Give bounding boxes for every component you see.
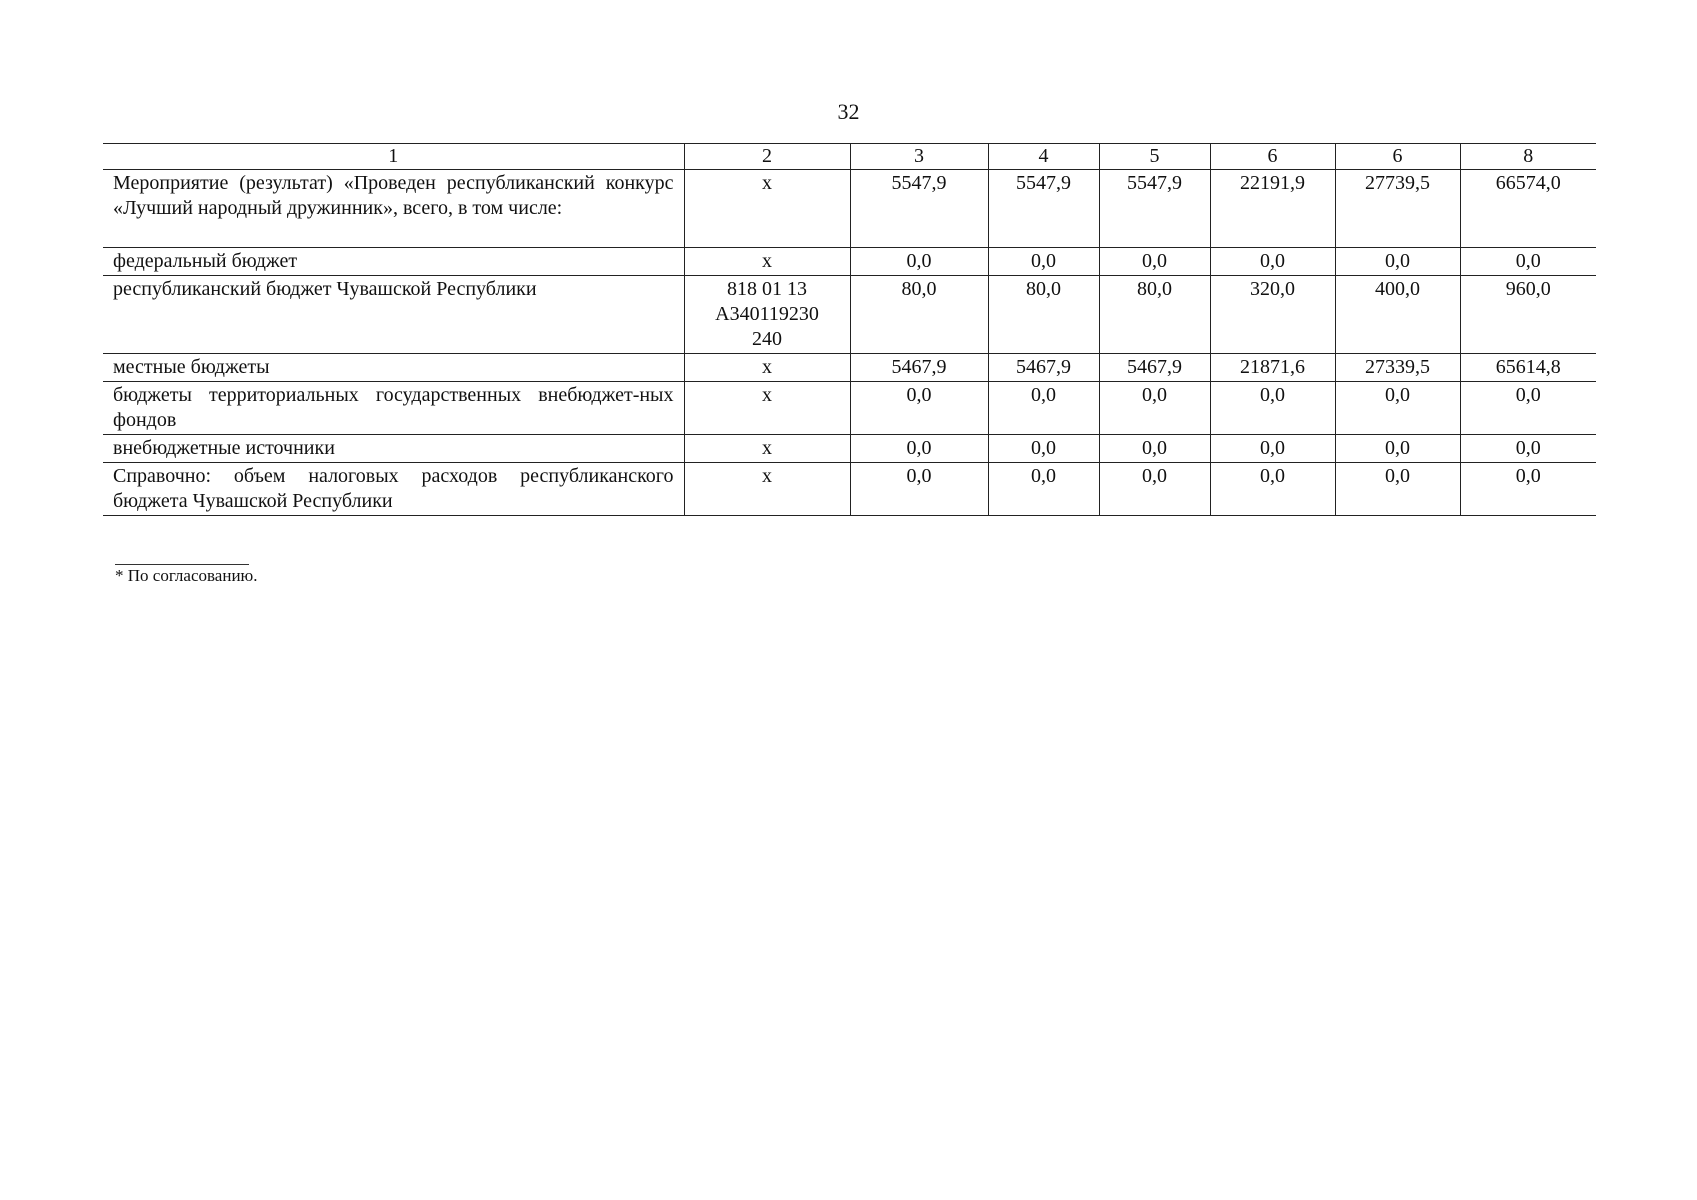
value-cell: 320,0 <box>1210 276 1335 354</box>
value-cell: 960,0 <box>1460 276 1596 354</box>
value-cell: 0,0 <box>1335 248 1460 276</box>
row-name-cell: бюджеты территориальных государственных внебюджет-ных фондов <box>103 382 684 435</box>
value-cell: 0,0 <box>1460 248 1596 276</box>
value-cell: 0,0 <box>1210 248 1335 276</box>
value-cell: 0,0 <box>988 382 1099 435</box>
row-code-cell: x <box>684 382 850 435</box>
footnote: * По согласованию. <box>115 566 258 585</box>
value-cell: 0,0 <box>1335 382 1460 435</box>
value-cell: 0,0 <box>1099 248 1210 276</box>
value-cell: 0,0 <box>1099 382 1210 435</box>
value-cell: 66574,0 <box>1460 170 1596 248</box>
budget-code-line: 818 01 13 <box>727 278 807 300</box>
value-cell: 0,0 <box>850 435 988 463</box>
row-name-cell: внебюджетные источники <box>103 435 684 463</box>
value-cell: 400,0 <box>1335 276 1460 354</box>
row-code-cell: x <box>684 170 850 248</box>
table-row <box>103 170 1596 248</box>
value-cell: 0,0 <box>1210 463 1335 516</box>
value-cell: 0,0 <box>1460 382 1596 435</box>
value-cell: 5547,9 <box>850 170 988 248</box>
column-header: 2 <box>684 144 850 170</box>
value-cell: 5547,9 <box>1099 170 1210 248</box>
value-cell: 0,0 <box>1099 463 1210 516</box>
value-cell: 0,0 <box>988 463 1099 516</box>
footnote-divider <box>115 564 249 565</box>
column-header: 8 <box>1460 144 1596 170</box>
value-cell: 0,0 <box>1099 435 1210 463</box>
table-row <box>103 435 1596 463</box>
value-cell: 0,0 <box>1335 463 1460 516</box>
value-cell: 80,0 <box>850 276 988 354</box>
row-name-cell: Мероприятие (результат) «Проведен республиканский конкурс «Лучший народный дружинник», всего, в том числе: <box>103 170 684 248</box>
value-cell: 5467,9 <box>1099 354 1210 382</box>
value-cell: 0,0 <box>850 382 988 435</box>
value-cell: 0,0 <box>850 463 988 516</box>
value-cell: 65614,8 <box>1460 354 1596 382</box>
table-row <box>103 248 1596 276</box>
column-header: 6 <box>1210 144 1335 170</box>
value-cell: 27739,5 <box>1335 170 1460 248</box>
value-cell: 80,0 <box>988 276 1099 354</box>
value-cell: 0,0 <box>1210 382 1335 435</box>
column-header: 6 <box>1335 144 1460 170</box>
row-code-cell <box>684 276 850 354</box>
value-cell: 80,0 <box>1099 276 1210 354</box>
header-row <box>103 144 1596 170</box>
row-code-cell: x <box>684 354 850 382</box>
budget-code-line: 240 <box>752 328 782 350</box>
table-row <box>103 382 1596 435</box>
value-cell: 5467,9 <box>988 354 1099 382</box>
row-name-cell: Справочно: объем налоговых расходов республиканского бюджета Чувашской Республики <box>103 463 684 516</box>
value-cell: 22191,9 <box>1210 170 1335 248</box>
value-cell: 0,0 <box>1335 435 1460 463</box>
value-cell: 0,0 <box>850 248 988 276</box>
value-cell: 0,0 <box>1460 463 1596 516</box>
row-name-cell: республиканский бюджет Чувашской Республики <box>103 276 684 354</box>
table-row <box>103 276 1596 354</box>
table-row <box>103 354 1596 382</box>
value-cell: 5547,9 <box>988 170 1099 248</box>
value-cell: 21871,6 <box>1210 354 1335 382</box>
value-cell: 0,0 <box>988 435 1099 463</box>
table-row <box>103 463 1596 516</box>
value-cell: 0,0 <box>988 248 1099 276</box>
value-cell: 5467,9 <box>850 354 988 382</box>
column-header: 4 <box>988 144 1099 170</box>
value-cell: 0,0 <box>1460 435 1596 463</box>
value-cell: 0,0 <box>1210 435 1335 463</box>
row-code-cell: x <box>684 435 850 463</box>
row-code-cell: x <box>684 248 850 276</box>
column-header: 3 <box>850 144 988 170</box>
row-name-cell: федеральный бюджет <box>103 248 684 276</box>
budget-code-line: А340119230 <box>715 303 819 325</box>
column-header: 1 <box>103 144 684 170</box>
column-header: 5 <box>1099 144 1210 170</box>
row-name-cell: местные бюджеты <box>103 354 684 382</box>
row-code-cell: x <box>684 463 850 516</box>
budget-table <box>103 143 1596 516</box>
page-number: 32 <box>837 99 860 124</box>
value-cell: 27339,5 <box>1335 354 1460 382</box>
